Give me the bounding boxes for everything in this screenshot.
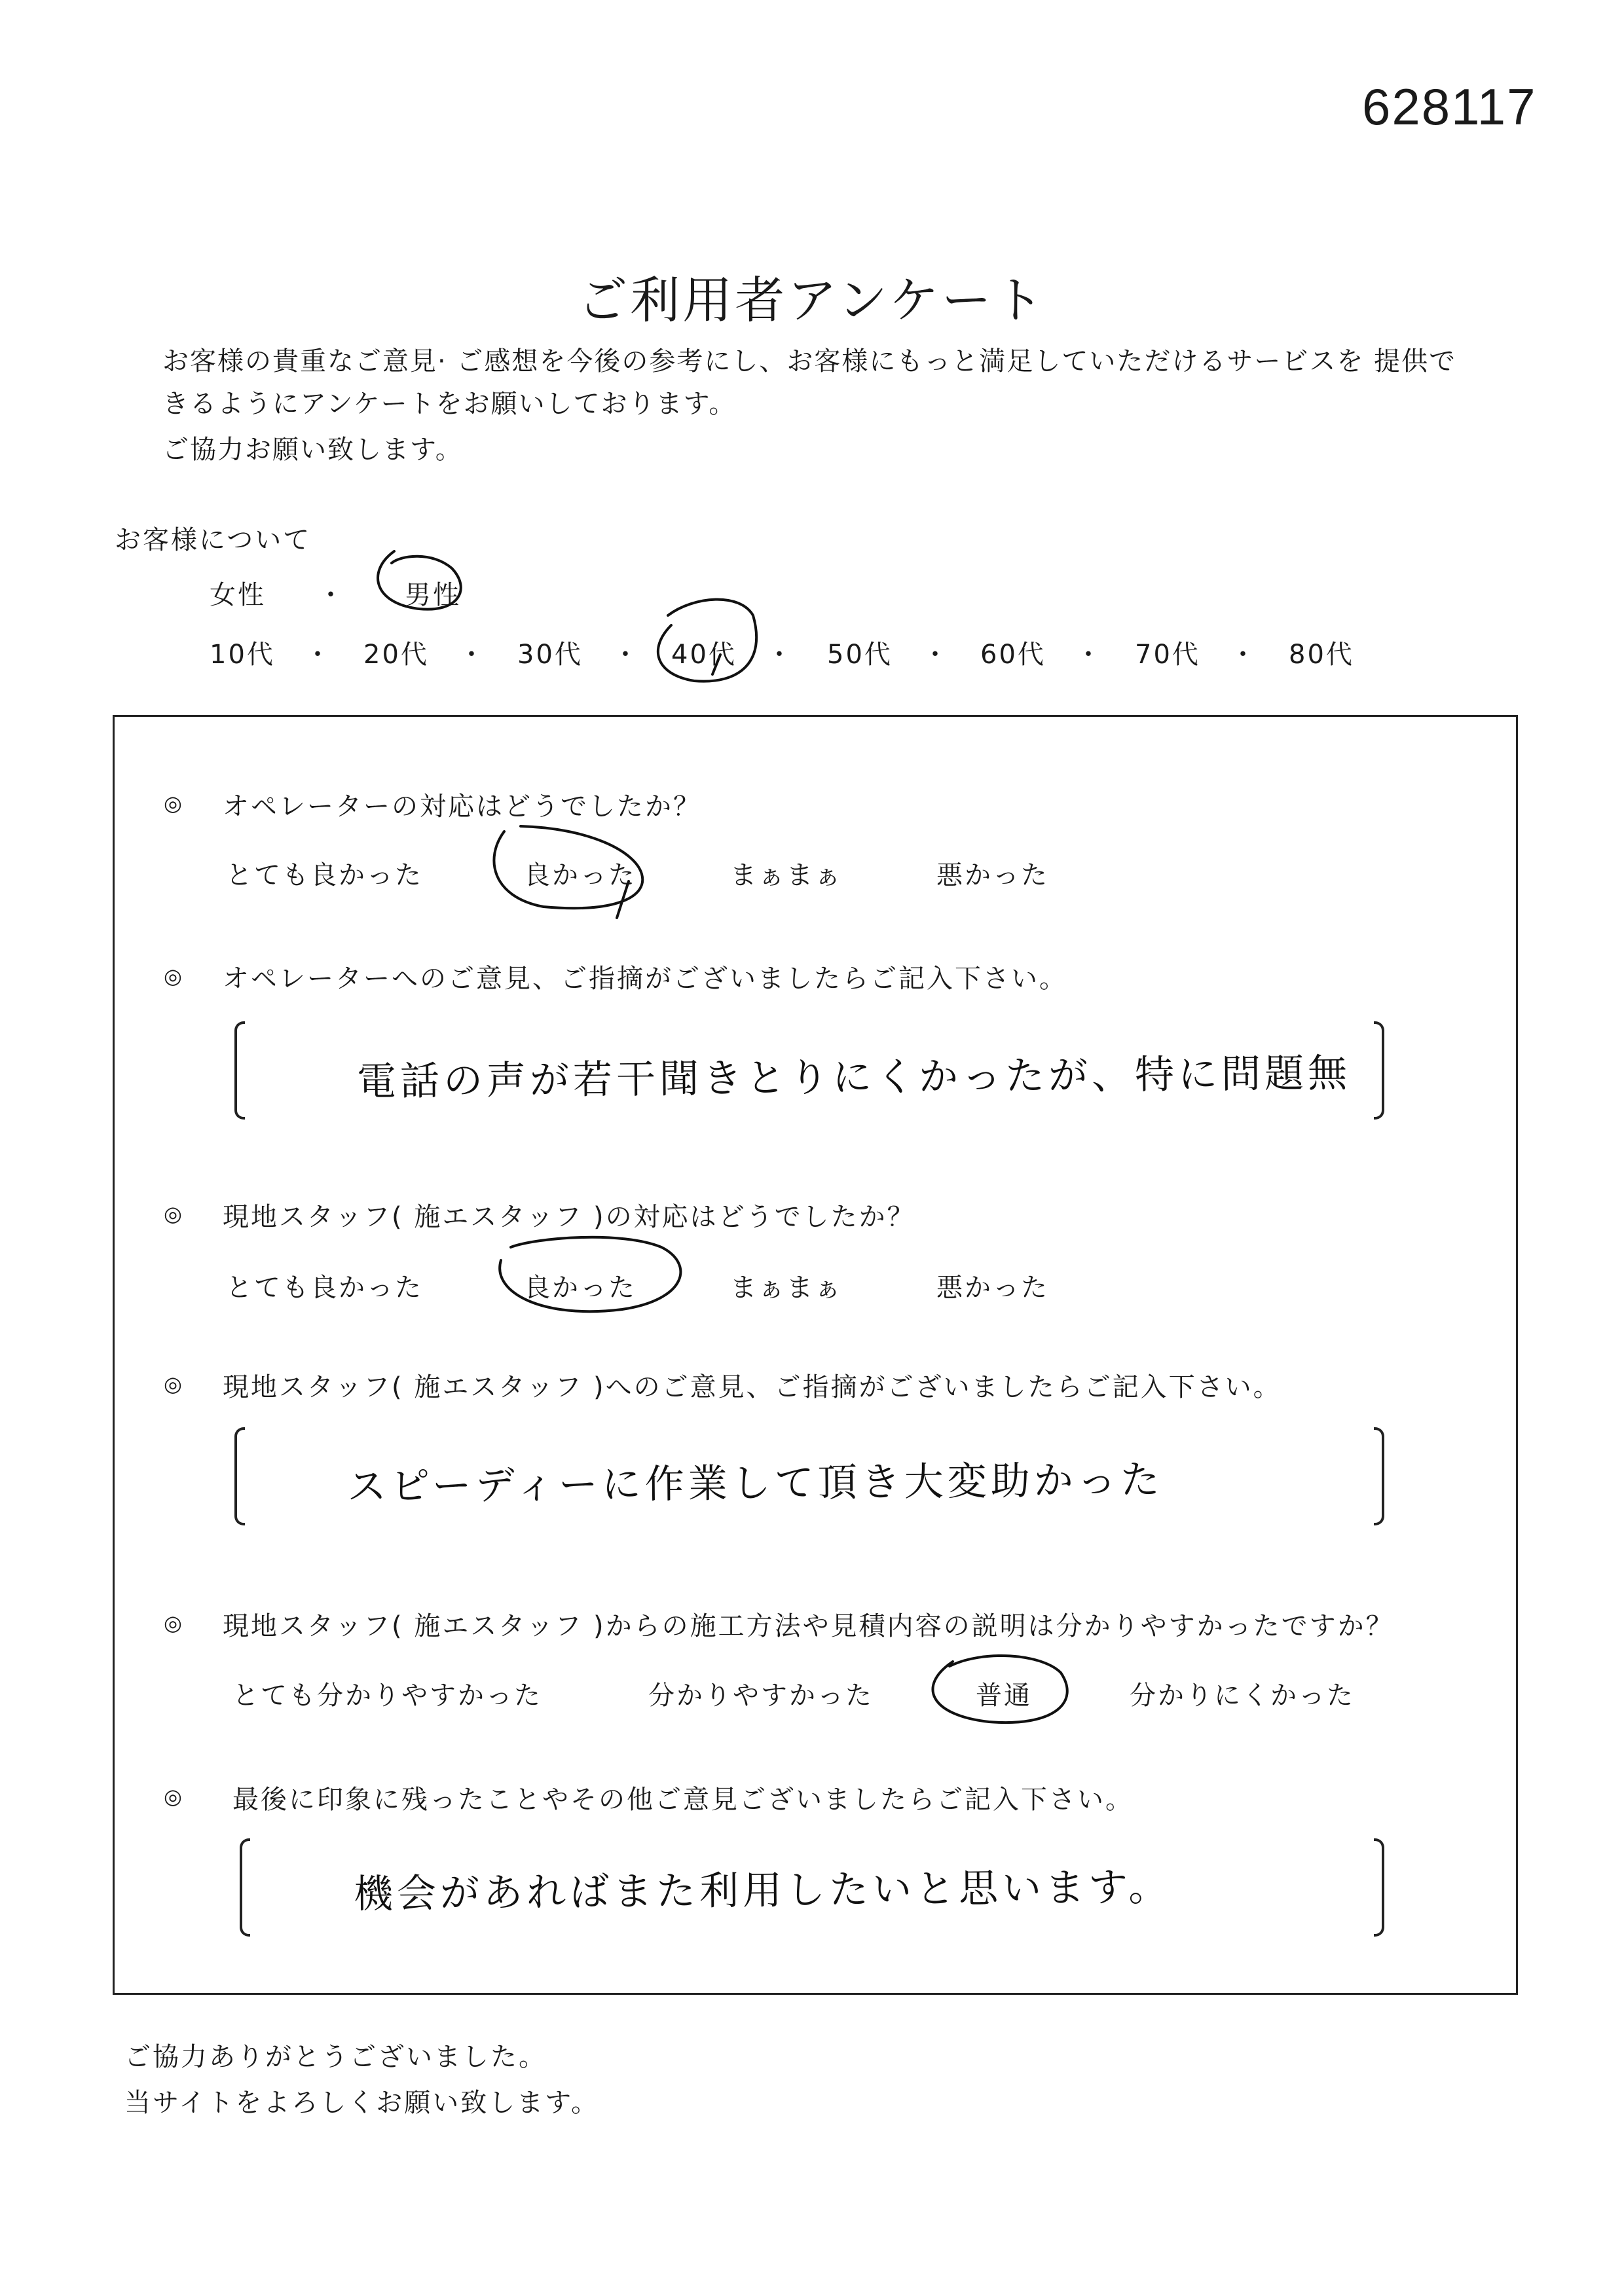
check-stroke [712,655,720,674]
separator: ・ [1075,640,1101,670]
separator: ・ [458,640,485,670]
question-bullet: ◎ [164,1201,182,1226]
question-2-text: オペレーターへのご意見、ご指摘がございましたらご記入下さい。 [223,964,1067,994]
q5-option-normal[interactable]: 普通 [976,1681,1032,1711]
q3-option-good[interactable]: 良かった [524,1273,637,1303]
question-1-text: オペレーターの対応はどうでしたか？ [223,792,701,822]
q6-handwritten-answer[interactable]: 機会があればまた利用したいと思います。 [353,1864,1172,1918]
age-option-50s[interactable]: 50代 [827,640,893,670]
q1-option-good[interactable]: 良かった [524,860,637,890]
question-bullet: ◎ [164,964,182,989]
intro-line-2: きるようにアンケートをお願いしております。 [162,389,737,419]
question-bullet: ◎ [164,791,182,816]
gender-option-male[interactable]: 男性 [405,580,461,610]
document-id: 628117 [1362,78,1537,136]
page-title: ご利用者アンケート [578,271,1046,329]
separator: ・ [318,580,344,610]
q5-option-unclear[interactable]: 分かりにくかった [1130,1681,1355,1711]
age-option-80s[interactable]: 80代 [1289,640,1354,670]
q4-handwritten-answer[interactable]: スピーディーに作業して頂き大変助かった [346,1457,1164,1510]
question-4-text: 現地スタッフ( 施エスタッフ )へのご意見、ご指摘がございましたらご記入下さい。 [223,1372,1282,1402]
intro-line-1: お客様の貴重なご意見· ご感想を今後の参考にし、お客様にもっと満足していただけるサービスを 提供で [162,346,1457,376]
selection-circle [658,600,756,682]
q3-option-bad[interactable]: 悪かった [936,1273,1049,1303]
question-bullet: ◎ [164,1372,182,1396]
age-option-40s[interactable]: 40代 [671,640,737,670]
q2-handwritten-answer[interactable]: 電話の声が若干聞きとりにくかったが、特に問題無 [356,1050,1352,1105]
age-option-70s[interactable]: 70代 [1135,640,1200,670]
separator: ・ [766,640,792,670]
q5-option-very-clear[interactable]: とても分かりやすかった [232,1681,542,1711]
age-option-10s[interactable]: 10代 [210,640,275,670]
intro-line-3: ご協力お願い致します。 [162,435,463,465]
footer-regards: 当サイトをよろしくお願い致します。 [124,2088,599,2118]
q1-option-bad[interactable]: 悪かった [936,860,1049,890]
age-option-20s[interactable]: 20代 [363,640,429,670]
separator: ・ [612,640,638,670]
age-option-30s[interactable]: 30代 [517,640,583,670]
gender-option-female[interactable]: 女性 [210,580,266,610]
customer-heading: お客様について [115,525,312,555]
q1-option-fair[interactable]: まぁまぁ [730,860,843,890]
footer-thanks: ご協力ありがとうございました。 [124,2042,547,2072]
question-bullet: ◎ [164,1611,182,1635]
q1-option-very-good[interactable]: とても良かった [226,860,423,890]
q3-option-fair[interactable]: まぁまぁ [730,1273,843,1303]
question-5-text: 現地スタッフ( 施エスタッフ )からの施工方法や見積内容の説明は分かりやすかったですか？ [223,1611,1394,1641]
age-option-60s[interactable]: 60代 [980,640,1046,670]
selection-circle [932,1656,1067,1722]
separator: ・ [1230,640,1256,670]
selection-circle [494,826,642,908]
question-3-text: 現地スタッフ( 施エスタッフ )の対応はどうでしたか？ [223,1202,915,1232]
q3-option-very-good[interactable]: とても良かった [226,1273,423,1303]
question-bullet: ◎ [164,1784,182,1809]
separator: ・ [304,640,331,670]
question-6-text: 最後に印象に残ったことやその他ご意見ございましたらご記入下さい。 [232,1785,1134,1815]
selection-circle [500,1237,680,1311]
selection-circle [378,551,461,610]
q5-option-clear[interactable]: 分かりやすかった [648,1681,874,1711]
separator: ・ [922,640,948,670]
